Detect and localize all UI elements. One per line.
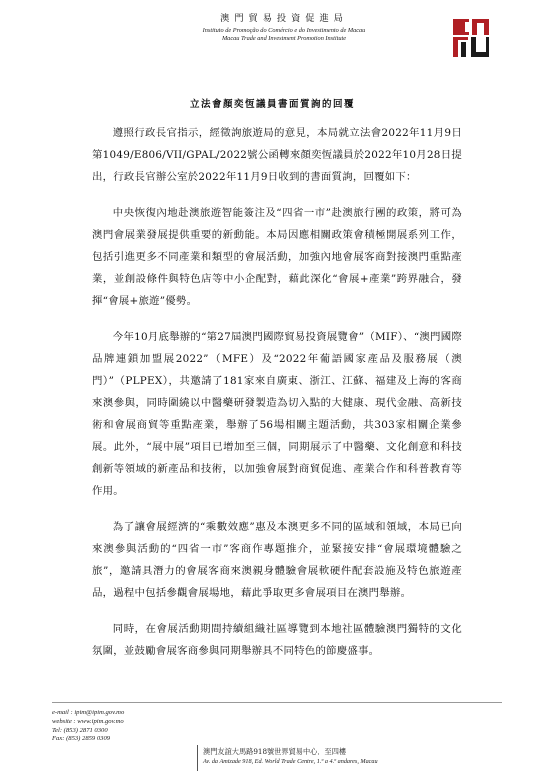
footer bbox=[0, 702, 545, 777]
org-name-chinese: 澳門貿易投資促進局 bbox=[220, 13, 348, 24]
paragraph-reply-intro: 遵照行政長官指示，經徵詢旅遊局的意見，本局就立法會2022年11月9日第1049/E806/VII/GPAL/2022號公函轉來顏奕恆議員於2022年10月28日提出，行政長官辦公室於2022年11月9日收到的書面質詢，回覆如下： bbox=[92, 127, 462, 183]
contact-info bbox=[52, 709, 124, 744]
address-portuguese: Av. da Amizade 918, Ed. World Trade Centre, 1.º a 4.º andares, Macau bbox=[203, 758, 378, 765]
org-name-portuguese: Instituto de Promoção do Comércio e do Investimento de Macau bbox=[202, 27, 366, 34]
address-chinese: 澳門友誼大馬路918號世界貿易中心．至四樓 bbox=[203, 747, 347, 756]
telephone-text: Tel: (853) 2871 0300 bbox=[52, 726, 108, 734]
document-title: 立法會顏奕恆議員書面質詢的回覆 bbox=[189, 99, 355, 110]
paragraph-policy-response: 中央恢復內地赴澳旅遊智能簽注及“四省一市”赴澳旅行團的政策，將可為澳門會展業發展提供重要的新動能。本局因應相關政策會積極開展系列工作，包括引進更多不同產業和類型的會展活動，加強內地會展客商對接澳門重點產業，並創設條件與特色店等中小企配對，藉此深化“會展+產業”跨界融合，發揮“會展+旅遊”優勢。 bbox=[92, 207, 462, 307]
paragraph-exhibition-details: 今年10月底舉辦的“第27屆澳門國際貿易投資展覽會”（MIF）、“澳門國際品牌連鎖加盟展2022”（MFE）及“2022年葡語國家產品及服務展（澳門）”（PLPEX），共邀請了181家來自廣東、浙江、江蘇、福建及上海的客商來澳參與，同時圍繞以中醫藥研發製造為切入點的大健康、現代金融、高新技術和會展商貿等重點產業，舉辦了56場相關主題活動，共303家相關企業參展。此外，“展中展”項目已增加至三個，同期展示了中醫藥、文化創意和科技創新等領域的新產品和技術，以加強會展對商貿促進、產業合作和科普教育等作用。 bbox=[92, 331, 462, 497]
document-body bbox=[92, 122, 462, 676]
address-divider bbox=[197, 745, 198, 771]
paragraph-community-activities: 同時，在會展活動期間持續組織社區導覽到本地社區體驗澳門獨特的文化氛圍，並鼓勵會展客商參與同期舉辦具不同特色的節慶盛事。 bbox=[92, 623, 462, 657]
footer-divider bbox=[52, 702, 502, 703]
website-text: website : www.ipim.gov.mo bbox=[52, 717, 124, 725]
fax-text: Fax: (853) 2859 0309 bbox=[52, 735, 111, 743]
org-name-english: Macau Trade and Investment Promotion Institute bbox=[221, 35, 347, 42]
email-text: e-mail : ipim@ipim.gov.mo bbox=[52, 709, 125, 716]
paragraph-multiplier-effect: 為了讓會展經濟的“乘數效應”惠及本澳更多不同的區域和領域，本局已向來澳參與活動的“四省一市”客商作專題推介，並緊接安排“會展環境體驗之旅”，邀請具潛力的會展客商來澳親身體驗會展軟硬件配套設施及特色旅遊產品，過程中包括參觀會展場地，藉此爭取更多會展項目在澳門舉辦。 bbox=[92, 521, 462, 599]
ipim-logo bbox=[451, 16, 491, 60]
letterhead bbox=[0, 0, 545, 72]
